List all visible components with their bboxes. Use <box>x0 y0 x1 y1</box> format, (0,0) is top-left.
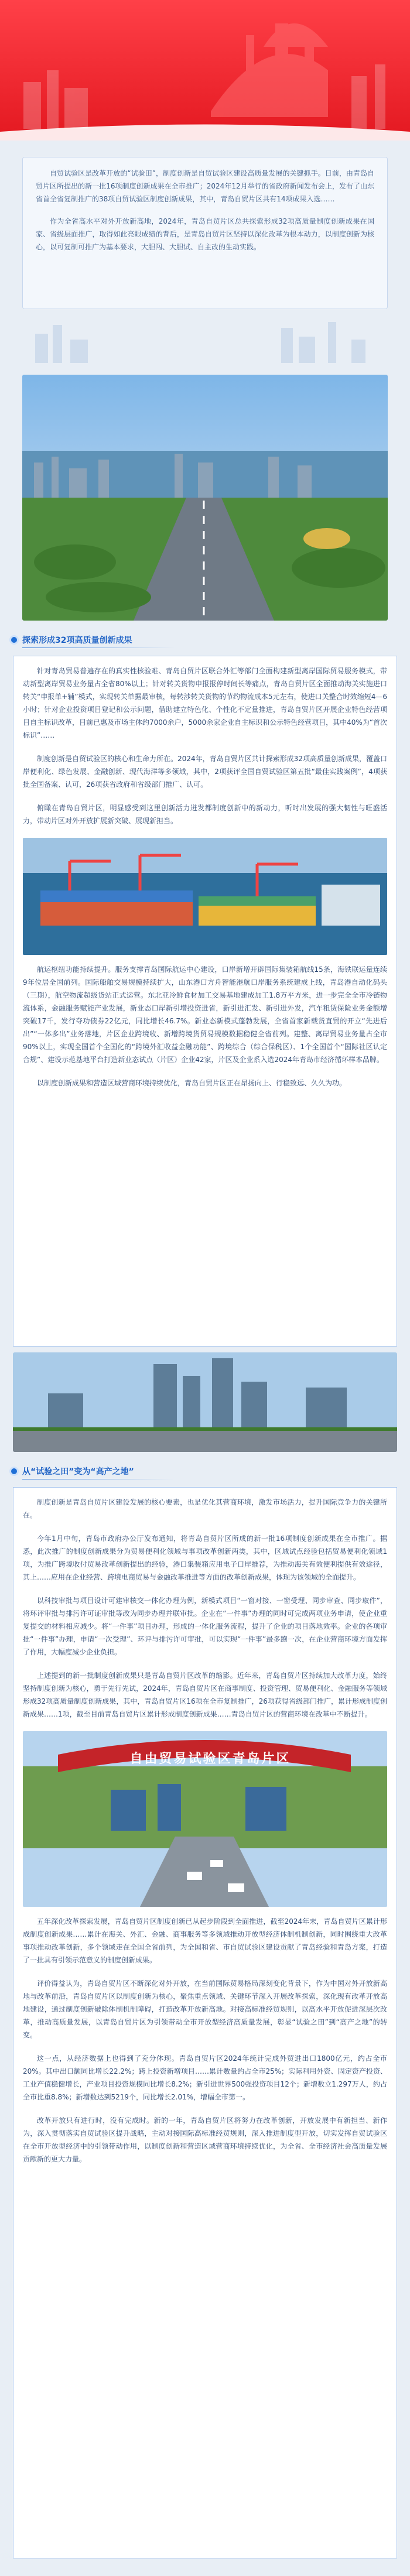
section-1b-paragraph-2: 以制度创新成果和营造区域营商环境持续优化，青岛自贸片区正在昂扬向上、行稳致远、久久为功。 <box>37 1079 347 1087</box>
intro-panel <box>22 157 388 309</box>
section-2-title: 从“试验之田”变为“高产之地” <box>22 1467 134 1477</box>
section-2-paragraph-3: 以科技审批与项目设计可建审核交一体化办理为例，新模式项目“一窗对接、一窗受理、同步审查、同步取件”，将环评审批与排污许可证审批等改为同步办理并联审批。企业在“一件事”办理的同时可完成两项业务申请，使企业重复提交的材料相应减少。将“一件事”项目办理，形成的一体化服务流程，提升了企业的项目落地效率。企业的各项审批“一件事”办理，申请“一次受理”、环评与排污许可审批，可以实现“一件事”最多跑一次，在企业营商环境方面发挥了作用，大幅度减少企业负担。 <box>23 1597 387 1656</box>
photo-city-aerial <box>22 375 388 621</box>
section-1-title: 探索形成32项高质量创新成果 <box>22 636 132 645</box>
intro-paragraph-1: 自贸试验区是改革开放的“试验田”，制度创新是自贸试验区建设高质量发展的关键抓手。日前，由青岛自贸片区所提出的新一批16项制度创新成果在全市推广；2024年12月举行的省政府新闻发布会上，发布了山东省首全省复制推广的38项自贸试验区制度创新成果，其中，青岛自贸片区共有14项成果入选…… <box>36 169 374 203</box>
section-1-paragraph-3: 俯瞰在青岛自贸片区，明显感受到这里创新活力迸发都制度创新中的新动力，听时出发展的强大韧性与旺盛活力，带动片区对外开放扩展新突破、展现新担当。 <box>23 804 387 825</box>
section-1-heading <box>9 632 132 648</box>
city-skyline-illustration <box>0 0 410 141</box>
photo-ftz-gate <box>23 1731 387 1907</box>
skyline-band <box>0 316 410 363</box>
section-1-box <box>13 656 397 1347</box>
section-2-paragraph-2: 今年1月中旬，青岛市政府办公厅发布通知，将青岛自贸片区所成的新一批16项制度创新成果在全市推广。据悉，此次推广的制度创新成果分为贸易便利化领域与事项改革创新两类，其中，区域试点经验包括贸易便利化领域1项，为推广跨境收付贸易改革创新提出的经验，港口集装箱应用电子口岸推荐，为推动海关有效便利提供有效途径，其上……应用在企业经营、跨境电商贸易与金融改革推进等方面的改革创新成果，体现为该领域的全面提升。 <box>23 1534 387 1581</box>
ftz-gate-sign: 自由贸易试验区青岛片区 <box>129 1752 291 1766</box>
section-2b-paragraph-4: 改革开放只有进行时，没有完成时。新的一年，青岛自贸片区将努力在改革创新，开放发展中有新担当、新作为，深入贯彻落实自贸试验区提升战略，主动对接国际高标准经贸规则，深入推进制度型开放，切实发挥自贸试验区在全市开放型经济中的引领带动作用，以制度创新和营造区域营商环境持续优化，为全省、全市经济社会高质量发展贡献新的更大力量。 <box>23 2116 387 2163</box>
section-2-box <box>13 1487 397 2558</box>
section-2b-paragraph-2: 评价得益认为，青岛自贸片区不断深化对外开放，在当前国际贸易格局深刻变化背景下，作为中国对外开放新高地与改革前沿，青岛自贸片区以制度创新为核心，聚焦重点领域、关键环节深入开展改革探索，深化现有改革开放高地建设，通过制度创新破除体制机制障碍，打造改革开放新高地。对接高标准经贸规则，以高水平开放促进深层次改革，推动高质量发展，以青岛自贸片区为引领带动全市开放型经济高质量发展，彰显“试验之田”到“高产之地”的转变。 <box>23 1979 387 2039</box>
intro-paragraph-2: 作为全省高水平对外开放新高地，2024年，青岛自贸片区总共探索形成32项高质量制度创新成果在国家、省级层面推广，取得如此亮眼成绩的背后，是青岛自贸片区坚持以深化改革为根本动力，以制度创新为核心，以可复制可推广为基本要求，大胆闯、大胆试、自主改的生动实践。 <box>36 217 374 251</box>
photo-container-port <box>23 838 387 955</box>
section-2-paragraph-1: 制度创新是青岛自贸片区建设发展的核心要素，也是优化其营商环境，激发市场活力，提升国际竞争力的关键所在。 <box>23 1498 387 1519</box>
section-1b-paragraph-1: 航运枢纽功能持续提升。服务支撑青岛国际航运中心建设，口岸新增开辟国际集装箱航线15条，海铁联运量连续9年位居全国前列。国际船舶交易规模持续扩大，山东港口方舟智能港航口岸服务系统建成上线，青岛港自动化码头（三期），航空物流超级货站正式运营。东北亚冷鲜食材加工交易基地建成加工1.8万平方米，进一步完全全市冷链物流体系，金融服务赋能产业发展，新业态口岸新引增投资进省，新引进汇发、新引进外发，汽车租赁保险业务金额增突破17千，发行夺功债券22亿元，同比增长46.7%。新业态新模式蓬勃发展，全省首家新载货直贸的开立“先进后出”“一体多出”业务落地，片区企业跨境收、新增跨境货贸易规模数据稳健全省前列。建整、离岸贸易业务量占全市90%以上，实现全国首个全国化的“跨境外汇收益金融功能”、跨境综合（综合保税区）、1个全国首个“国际社区认定合规”、建设示范基地平台打造新业态试点（片区）企业42家，片区及企业系入选2024年青岛市经济循环样本品牌。 <box>23 965 387 1064</box>
bullet-circle-icon <box>9 1467 19 1476</box>
photo-downtown <box>13 1352 397 1452</box>
section-1-paragraph-1: 针对青岛贸易普遍存在的真实性核验难、青岛自贸片区联合外汇等部门全面构建新型离岸国际贸易服务模式，带动新型离岸贸易业务量占全省80%以上；针对转关货物申报报停时间长等痛点，青岛自贸片区全面推动海关实施进口转关“申报单+辅”模式，实现转关单据最审核，每转涉转关货物的节约物流成本5元左右，使进口关整合时效缩短4—6小时；针对企业投资项目登记和公示问题，借助建立特色化、个性化不定量推进，青岛自贸片区开展企业特色经营项目自主标识改革，目前已惠及市场主体约7000余户，5000余家企业自主标识和公示特色经营项目，其中40%为“首次标识”…… <box>23 667 387 739</box>
section-2-heading <box>9 1464 134 1479</box>
bullet-circle-icon <box>9 635 19 645</box>
section-2-paragraph-4: 上述提到的新一批制度创新成果只是青岛自贸片区改革的缩影。近年来，青岛自贸片区持续加大改革力度，始终坚持制度创新为核心，勇于先行先试，2024年，青岛自贸片区在商事制度、投资管理、贸易便利化、金融服务等领域形成32项高质量制度创新成果，其中，青岛自贸片区16项在全市复制推广，26项获得省级部门推广，累计形成制度创新成果……1项，截至目前青岛自贸片区累计形成制度创新成果……青岛自贸片区的营商环境在改革中不断提升。 <box>23 1671 387 1718</box>
section-2b-paragraph-3: 这一点，从经济数据上也得到了充分体现。青岛自贸片区2024年统计完成外贸进出口1800亿元，约占全市20%。其中出口额同比增长22.2%；跨上投资新增项目……累计数量约占全市25%；实际利用外资、固定资产投资、工业产值稳健增长，产业项目投资规模同比增长8.2%；新引进世界500强投资项目12个；新增数立1.297万人，约占全市比重8.8%；新增数达到5219个，同比增长2.01%，增幅全市第一。 <box>23 2054 387 2101</box>
header-banner <box>0 0 410 141</box>
section-1-paragraph-2: 制度创新是自贸试验区的核心和生命力所在。2024年，青岛自贸片区共计探索形成32项高质量创新成果，覆盖口岸便利化、绿色发展、金融创新、现代海洋等多领域，其中，2项获评全国自贸试验区第五批“最佳实践案例”，4项获批全国备案、认可，26项获省政府和省级部门推广、认可。 <box>23 755 387 789</box>
section-2b-paragraph-1: 五年深化改革探索发展，青岛自贸片区制度创新已从起步阶段到全面推进，截至2024年末，青岛自贸片区累计形成制度创新成果……累计在海关、外汇、金融、商事服务等多领域推动开放型经济体制机制创新，同时围绕重大改革事项推动改革创新，多个领域走在全国全省前列，为全国和省、市自贸试验区建设贡献了青岛经验和青岛方案，打造了一批具有引领示范意义的制度创新成果。 <box>23 1917 387 1964</box>
